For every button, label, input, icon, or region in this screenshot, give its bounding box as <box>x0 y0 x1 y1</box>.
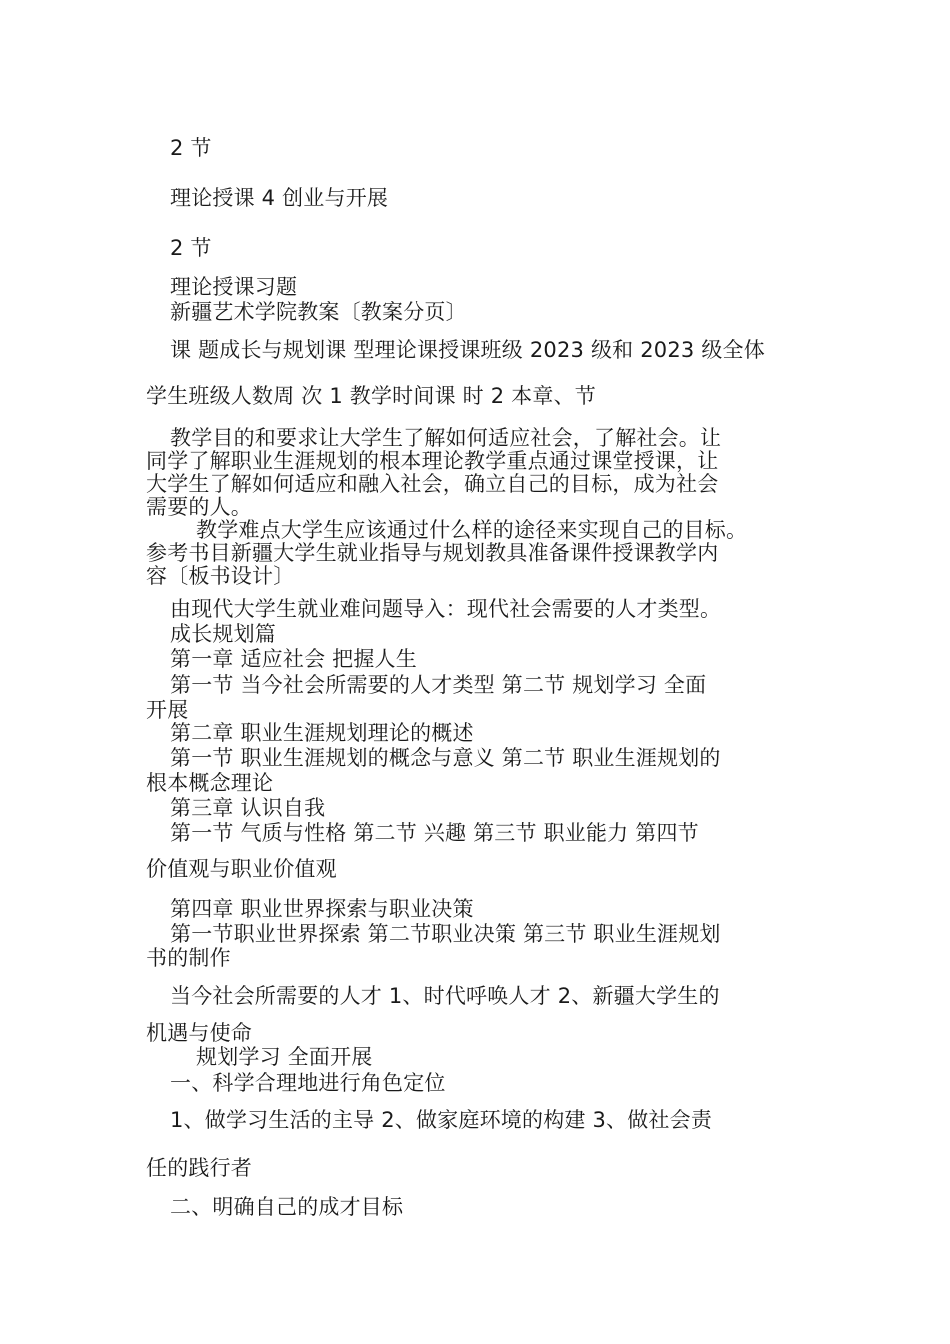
text-line: 一、科学合理地进行角色定位 <box>170 1071 446 1095</box>
text-line: 由现代大学生就业难问题导入：现代社会需要的人才类型。 <box>170 597 722 621</box>
text-line: 书的制作 <box>146 946 231 970</box>
text-line: 第一节职业世界探索 第二节职业决策 第三节 职业生涯规划 <box>170 922 721 946</box>
text-line: 新疆艺术学院教案〔教案分页〕 <box>170 300 467 324</box>
text-line: 价值观与职业价值观 <box>146 857 337 881</box>
text-line: 理论授课习题 <box>170 275 298 299</box>
text-line: 理论授课 4 创业与开展 <box>170 186 389 210</box>
text-line: 参考书目新疆大学生就业指导与规划教具准备课件授课教学内 <box>146 541 719 565</box>
text-line: 同学了解职业生涯规划的根本理论教学重点通过课堂授课，让 <box>146 449 719 473</box>
text-line: 规划学习 全面开展 <box>196 1045 373 1069</box>
text-line: 课 题成长与规划课 型理论课授课班级 2023 级和 2023 级全体 <box>170 338 765 362</box>
text-line: 2 节 <box>170 236 212 260</box>
text-line: 第一节 职业生涯规划的概念与意义 第二节 职业生涯规划的 <box>170 746 721 770</box>
text-line: 第一节 当今社会所需要的人才类型 第二节 规划学习 全面 <box>170 673 707 697</box>
text-line: 教学难点大学生应该通过什么样的途径来实现自己的目标。 <box>196 518 748 542</box>
text-line: 2 节 <box>170 136 212 160</box>
text-line: 任的践行者 <box>146 1156 252 1180</box>
text-line: 第四章 职业世界探索与职业决策 <box>170 897 474 921</box>
text-line: 容〔板书设计〕 <box>146 564 295 588</box>
text-line: 大学生了解如何适应和融入社会，确立自己的目标，成为社会 <box>146 472 719 496</box>
text-line: 教学目的和要求让大学生了解如何适应社会，了解社会。让 <box>170 426 722 450</box>
text-line: 1、做学习生活的主导 2、做家庭环境的构建 3、做社会责 <box>170 1108 713 1132</box>
text-line: 学生班级人数周 次 1 教学时间课 时 2 本章、节 <box>146 384 596 408</box>
text-line: 开展 <box>146 698 189 722</box>
text-line: 需要的人。 <box>146 495 252 519</box>
text-line: 二、明确自己的成才目标 <box>170 1195 404 1219</box>
text-line: 成长规划篇 <box>170 622 276 646</box>
text-line: 第三章 认识自我 <box>170 796 326 820</box>
text-line: 根本概念理论 <box>146 771 274 795</box>
text-line: 第一节 气质与性格 第二节 兴趣 第三节 职业能力 第四节 <box>170 821 699 845</box>
text-line: 当今社会所需要的人才 1、时代呼唤人才 2、新疆大学生的 <box>170 984 720 1008</box>
text-line: 第一章 适应社会 把握人生 <box>170 647 417 671</box>
text-line: 第二章 职业生涯规划理论的概述 <box>170 721 474 745</box>
text-line: 机遇与使命 <box>146 1021 252 1045</box>
